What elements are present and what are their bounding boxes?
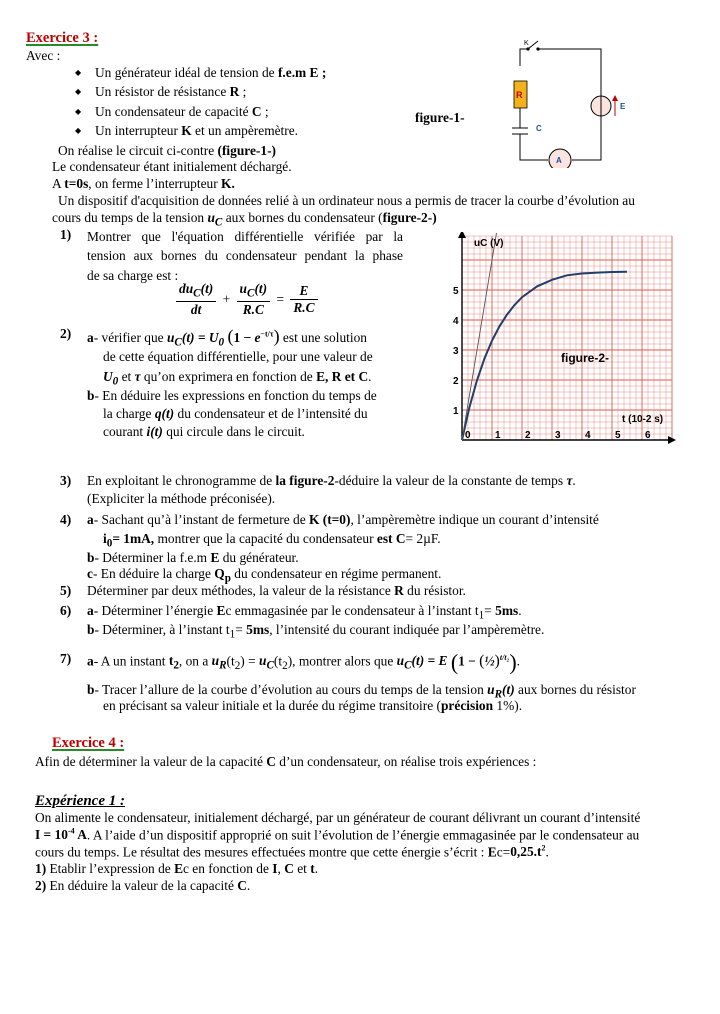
y-tick-label: 1 bbox=[453, 406, 459, 417]
eq-frac-du-dt: $\frac{du_C(t)}{dt}$ bbox=[176, 281, 216, 319]
circuit-intro: On réalise le circuit ci-contre (figure-1-) bbox=[58, 143, 276, 158]
y-tick-label: 3 bbox=[453, 346, 459, 357]
x-tick-label: 5 bbox=[615, 430, 621, 441]
wire-top-right bbox=[538, 49, 601, 96]
exp1-line3: cours du temps. Le résultat des mesures effectuées montre que cette énergie s’écrit : $Ec=0,25.t^2$. bbox=[35, 844, 549, 860]
wire-k-left bbox=[520, 49, 528, 66]
bullet-capacitor: ◆ Un condensateur de capacité C ; bbox=[95, 104, 269, 120]
wire-bottom-left bbox=[520, 134, 548, 160]
eq-frac-uc-rc: $\frac{u_C(t)}{R.C}$ bbox=[237, 281, 271, 319]
q4c: c- En déduire la charge $Q_p$ du condensateur en régime permanent. bbox=[87, 566, 442, 585]
q4-number: 4) bbox=[60, 512, 72, 527]
q7b-line2: en précisant sa valeur initiale et la durée du régime transitoire (précision 1%). bbox=[103, 698, 523, 713]
uc-chart bbox=[446, 232, 676, 458]
q6a: a- Déterminer l’énergie Ec emmagasinée par le condensateur à l’instant $t_1= 5ms$. bbox=[87, 603, 522, 622]
bullet-generator: ◆ Un générateur idéal de tension de f.e.m E ; bbox=[95, 65, 326, 81]
experience1-title: Expérience 1 : bbox=[35, 793, 125, 809]
q1-line1: Montrer que l'équation différentielle vérifiée par la bbox=[87, 229, 403, 244]
q5-line: Déterminer par deux méthodes, la valeur de la résistance R du résistor. bbox=[87, 583, 466, 598]
ex4-intro: Afin de déterminer la valeur de la capacité C d’un condensateur, on réalise trois expériences : bbox=[35, 754, 537, 769]
ex4-title: Exercice 4 : bbox=[52, 735, 125, 751]
q2a-line1: a- vérifier que $u_C(t) = U_0$ $(1 - e^{-t/\tau})$ est une solution bbox=[87, 326, 367, 349]
initial-state: Le condensateur étant initialement déchargé. bbox=[52, 159, 292, 174]
q1-line2: tension aux bornes du condensateur pendant la phase bbox=[87, 248, 403, 264]
q7b-line1: b- Tracer l’allure de la courbe d’évolution au cours du temps de la tension $u_R(t)$ aux bornes du résistor bbox=[87, 682, 636, 701]
circuit-label-r: R bbox=[516, 90, 523, 100]
q5-number: 5) bbox=[60, 583, 72, 598]
q1-line3: de sa charge est : bbox=[87, 267, 179, 283]
x-tick-label: 3 bbox=[555, 430, 561, 441]
q2-number: 2) bbox=[60, 326, 72, 341]
q4b: b- Déterminer la f.e.m E du générateur. bbox=[87, 550, 299, 565]
q1-number: 1) bbox=[60, 227, 72, 242]
q3-line1: En exploitant le chronogramme de la figure-2-déduire la valeur de la constante de temps τ. bbox=[87, 473, 576, 488]
bullet-resistor: ◆ Un résistor de résistance R ; bbox=[95, 84, 246, 100]
ex3-title: Exercice 3 : bbox=[26, 30, 99, 46]
q4a-line1: a- Sachant qu’à l’instant de fermeture de K (t=0), l’ampèremètre indique un courant d’intensité bbox=[87, 512, 599, 527]
x-tick-label: 2 bbox=[525, 430, 531, 441]
q7a: a- A un instant $t_2$, on a $u_R(t_2) = u_C(t_2)$, montrer alors que $u_C(t) = E$ (1 − (½)$^{t/t_2}$). bbox=[87, 649, 521, 675]
q7-number: 7) bbox=[60, 651, 72, 666]
ex4-q1: 1) Etablir l’expression de Ec en fonction de I, C et t. bbox=[35, 861, 319, 876]
x-tick-label: 6 bbox=[645, 430, 651, 441]
chart-title: figure-2- bbox=[561, 351, 609, 365]
exp1-line1: On alimente le condensateur, initialement déchargé, par un générateur de courant délivrant un courant d’intensité bbox=[35, 810, 641, 825]
circuit-diagram bbox=[498, 36, 638, 168]
dispositif-line2: cours du temps de la tension $u_C$ aux bornes du condensateur (figure-2-) bbox=[52, 210, 437, 229]
y-tick-label: 2 bbox=[453, 376, 459, 387]
q3-number: 3) bbox=[60, 473, 72, 488]
q2a-line2: de cette équation différentielle, pour une valeur de bbox=[103, 349, 373, 364]
differential-equation: $\frac{du_C(t)}{dt}$ + $\frac{u_C(t)}{R.C}$ = $\frac{E}{R.C}$ bbox=[173, 281, 321, 319]
switch-closing: A t=0s, on ferme l’interrupteur K. bbox=[52, 176, 235, 191]
y-axis-title: uC (V) bbox=[474, 238, 504, 249]
exp1-line2: $I = 10^{-4}$ A. A l’aide d’un dispositif approprié on suit l’évolution de l’énergie emmagasinée par le condensateur au bbox=[35, 827, 640, 843]
q3-line2: (Expliciter la méthode préconisée). bbox=[87, 491, 276, 506]
figure1-label: figure-1- bbox=[415, 110, 465, 125]
circuit-label-c: C bbox=[536, 124, 542, 133]
x-tick-label: 0 bbox=[465, 430, 471, 441]
q2b-line1: b- En déduire les expressions en fonction du temps de bbox=[87, 388, 377, 403]
y-tick-label: 5 bbox=[453, 286, 459, 297]
x-tick-label: 1 bbox=[495, 430, 501, 441]
circuit-label-e: E bbox=[620, 102, 626, 111]
q4a-line2: $i_0= 1mA$, montrer que la capacité du condensateur est C= 2µF. bbox=[103, 531, 441, 550]
bullet-switch: ◆ Un interrupteur K et un ampèremètre. bbox=[95, 123, 298, 139]
y-tick-label: 4 bbox=[453, 316, 459, 327]
q2a-line3: $U_0$ et τ qu’on exprimera en fonction de E, R et C. bbox=[103, 369, 372, 388]
q2b-line3: courant i(t) qui circule dans le circuit. bbox=[103, 424, 305, 439]
x-axis-title: t (10-2 s) bbox=[622, 414, 664, 425]
q6-number: 6) bbox=[60, 603, 72, 618]
y-axis-arrow bbox=[458, 232, 466, 238]
x-tick-label: 4 bbox=[585, 430, 591, 441]
q6b: b- Déterminer, à l’instant $t_1= 5ms$, l’intensité du courant indiquée par l’ampèremètre. bbox=[87, 622, 545, 641]
wire-right-bottom bbox=[572, 116, 601, 160]
switch-blade bbox=[528, 41, 538, 49]
eq-frac-e-rc: $\frac{E}{R.C}$ bbox=[290, 283, 317, 317]
q2b-line2: la charge q(t) du condensateur et de l’intensité du bbox=[103, 406, 368, 421]
circuit-label-k: K bbox=[524, 40, 529, 47]
ex3-avec: Avec : bbox=[26, 48, 61, 63]
q1-text bbox=[87, 227, 403, 285]
ex4-q2: 2) En déduire la valeur de la capacité C. bbox=[35, 878, 251, 893]
dispositif-line1: Un dispositif d'acquisition de données relié à un ordinateur nous a permis de tracer la courbe d’évolution au bbox=[58, 193, 635, 208]
circuit-label-a: A bbox=[556, 156, 562, 165]
